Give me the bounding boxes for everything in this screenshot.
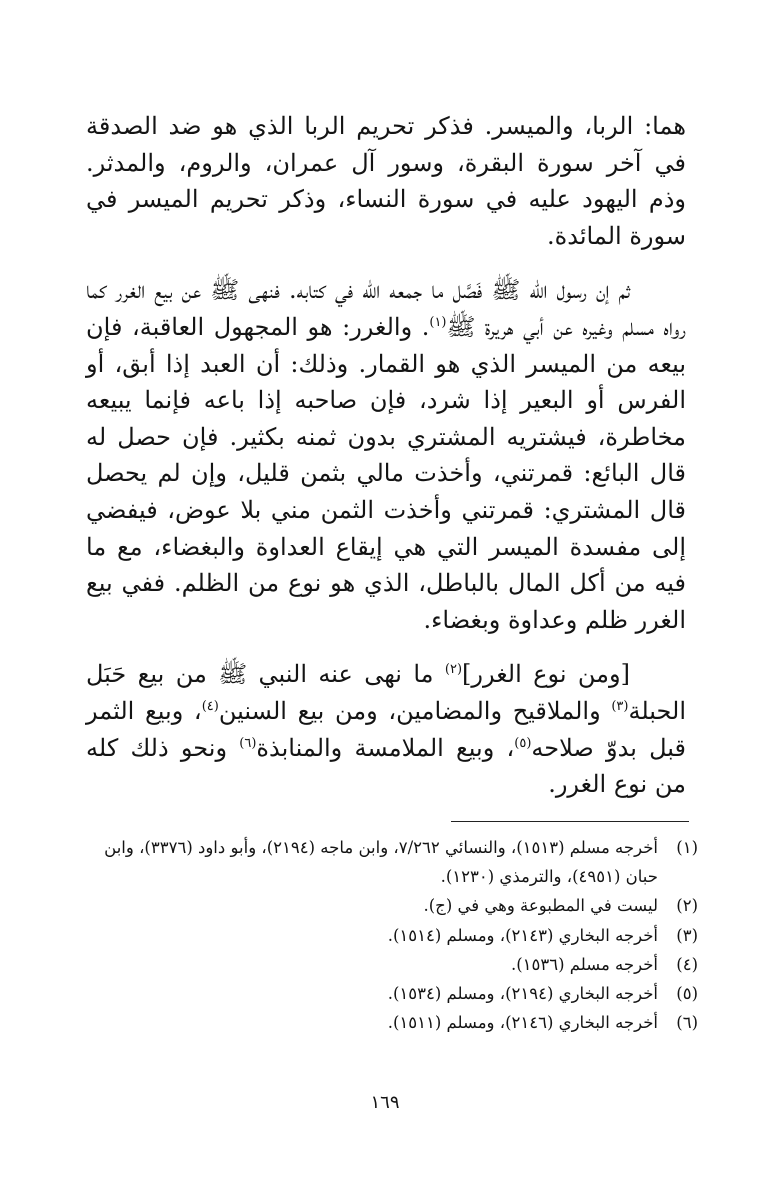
footnote [86, 921, 698, 950]
footnote [86, 833, 698, 891]
paragraph [86, 272, 686, 638]
footnote-ref: (٤) [201, 698, 219, 714]
footnote-ref: (٣) [611, 698, 629, 714]
text-run: ما نهى عنه النبي ﷺ من بيع حَبَل الحبلة [86, 660, 686, 725]
footnote [86, 891, 698, 920]
footnote-ref: (٦) [239, 735, 257, 751]
text-run: ، وبيع الثمر قبل بدوّ صلاحه [86, 696, 686, 762]
footnote-text: أخرجه البخاري (٢١٩٤)، ومسلم (١٥٣٤). [387, 984, 658, 1004]
footnote-number: (١) [676, 838, 698, 857]
footnote-text: أخرجه مسلم (١٥١٣)، والنسائي ٧/٢٦٢، وابن ماجه (٢١٩٤)، وأبو داود (٣٣٧٦)، وابن حبان (٤٩٥١)، والترمذي (١٢٣٠). [104, 838, 658, 887]
footnote [86, 1008, 698, 1037]
footnote-divider [451, 821, 689, 822]
text-run: . والغرر: هو المجهول العاقبة، فإن بيعه من الميسر الذي هو القمار. وذلك: أن العبد إذا أبق، أو الفرس أو البعير إذا شرد، فإن صاحبه إذا باعه فإنما يبيعه مخاطرة، فيشتريه المشتري بدون ثمنه بكثير. فإن حصل له قال البائع: قمرتني، وأخذت مالي بثمن قليل، وإن لم يحصل قال المشتري: قمرتني وأخذت الثمن مني بلا عوض، فيفضي إلى مفسدة الميسر التي هي إيقاع العداوة والبغضاء، مع ما فيه من أكل المال بالباطل، الذي هو نوع من الظلم. ففي بيع الغرر ظلم وعداوة وبغضاء. [86, 312, 686, 634]
footnote-text: أخرجه مسلم (١٥٣٦). [510, 954, 658, 974]
footnote-text: أخرجه البخاري (٢١٤٦)، ومسلم (١٥١١). [387, 1013, 658, 1033]
text-run: [ومن نوع الغرر] [462, 660, 630, 689]
footnote [86, 979, 698, 1008]
footnote [86, 950, 698, 979]
footnote-ref: (٥) [514, 735, 532, 751]
footnote-text: أخرجه البخاري (٢١٤٣)، ومسلم (١٥١٤). [387, 925, 658, 945]
footnote-text: ليست في المطبوعة وهي في (ج). [423, 896, 658, 916]
footnote-ref: (٢) [444, 662, 463, 678]
footnote-number: (٢) [676, 896, 698, 916]
main-text [86, 108, 686, 821]
footnote-number: (٤) [676, 954, 698, 974]
text-run: ونحو ذلك كله من نوع الغرر. [86, 733, 686, 799]
footnote-number: (٣) [676, 925, 698, 945]
paragraph [86, 656, 686, 802]
footnote-number: (٦) [676, 1013, 698, 1033]
text-run: ، وبيع الملامسة والمنابذة [256, 733, 515, 762]
footnotes [86, 833, 698, 1037]
text-run: والملاقيح والمضامين، ومن بيع السنين [218, 696, 612, 725]
paragraph: هما: الربا، والميسر. فذكر تحريم الربا الذي هو ضد الصدقة في آخر سورة البقرة، وسور آل عمران، والروم، والمدثر. وذم اليهود عليه في سورة النساء، وذكر تحريم الميسر في سورة المائدة. [86, 112, 686, 250]
footnote-number: (٥) [676, 984, 698, 1004]
text-run: ثم إن رسول الله ﷺ فَصَّل ما جمعه الله في كتابه. فنهى ﷺ عن بيع الغرر كما رواه مسلم وغيره عن أبي هريرة ﷺ [86, 276, 687, 341]
footnote-ref: (١) [429, 314, 447, 330]
page-number: ١٦٩ [370, 1092, 400, 1113]
